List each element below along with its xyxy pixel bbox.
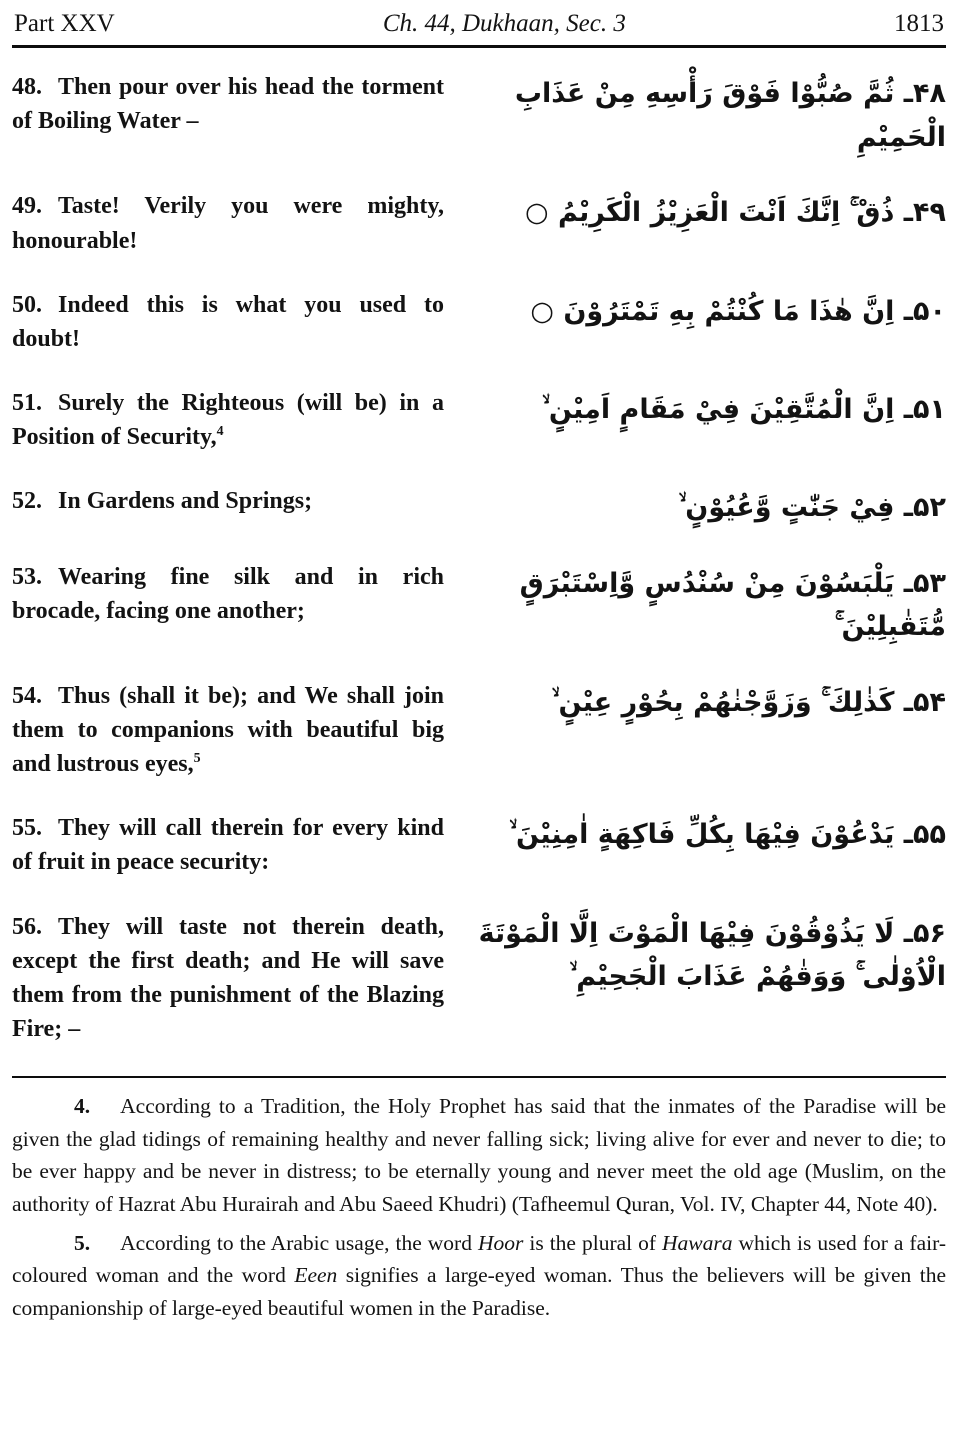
verse-number: 51. xyxy=(12,389,42,416)
footnote-text-segment: According to the Arabic usage, the word xyxy=(120,1230,478,1255)
verse-english xyxy=(12,484,444,518)
verse-arabic: ۴۸ـ ثُمَّ صُبُّوْا فَوْقَ رَأْسِهِ مِنْ عَذَابِ الْحَمِيْمِ xyxy=(514,78,946,153)
verse-number: 55. xyxy=(12,815,42,842)
verse-row-52 xyxy=(12,484,946,530)
verse-arabic: ۵۵ـ يَدْعُوْنَ فِيْهَا بِكُلِّ فَاكِهَةٍ اٰمِنِيْنَ ۙ xyxy=(509,819,946,851)
verse-row-56 xyxy=(12,910,946,1046)
verse-row-50 xyxy=(12,288,946,356)
verse-english xyxy=(12,288,444,356)
footnote-text-segment: signifies a large-eyed woman. Thus the believers will be given the companionship of large-eyed beautiful women in the Paradise. xyxy=(12,1263,946,1320)
footnote-reference: 4 xyxy=(216,423,224,439)
header-rule xyxy=(12,45,946,48)
footnote-4 xyxy=(12,1090,946,1221)
verse-row-51 xyxy=(12,386,946,454)
footnote-rule xyxy=(12,1076,946,1078)
verse-number: 50. xyxy=(12,291,42,318)
footnote-number: 4. xyxy=(74,1093,91,1118)
verse-number: 54. xyxy=(12,683,42,710)
verse-text: They will taste not therein death, except the first death; and He will save them from the punishment of the Blazing Fire; – xyxy=(12,913,444,1042)
verse-english xyxy=(12,910,444,1046)
verse-arabic: ۵۱ـ اِنَّ الْمُتَّقِيْنَ فِيْ مَقَامٍ اَمِيْنٍ ۙ xyxy=(542,393,946,425)
verse-number: 48. xyxy=(12,74,42,100)
verse-row-54 xyxy=(12,679,946,781)
verse-english xyxy=(12,386,444,454)
verse-arabic: ۴۹ـ ذُقْ ۚ اِنَّكَ اَنْتَ الْعَزِيْزُ الْكَرِيْمُ ○ xyxy=(525,197,946,229)
running-head xyxy=(12,8,946,38)
verse-arabic: ۵۲ـ فِيْ جَنّٰتٍ وَّعُيُوْنٍ ۙ xyxy=(678,491,946,523)
verse-arabic: ۵۳ـ يَلْبَسُوْنَ مِنْ سُنْدُسٍ وَّاِسْتَبْرَقٍ مُّتَقٰبِلِيْنَ ۚ xyxy=(519,567,946,643)
verse-english xyxy=(12,811,444,879)
verse-number: 53. xyxy=(12,563,42,590)
footnote-term-hoor: Hoor xyxy=(477,1230,524,1255)
verse-text: Thus (shall it be); and We shall join them to companions with beautiful big and lustrous eyes, xyxy=(12,683,444,778)
verse-row-55 xyxy=(12,811,946,879)
footnotes-section xyxy=(12,1090,946,1325)
verses-section xyxy=(12,70,946,1046)
footnote-term-eeen: Eeen xyxy=(294,1263,338,1288)
verse-arabic: ۵۴ـ كَذٰلِكَ ۚ وَزَوَّجْنٰهُمْ بِحُوْرٍ عِيْنٍ ۙ xyxy=(551,687,946,719)
footnote-5 xyxy=(12,1227,946,1325)
verse-text: Indeed this is what you used to doubt! xyxy=(12,291,444,352)
footnote-text: According to a Tradition, the Holy Prophet has said that the inmates of the Paradise will be given the glad tidings of remaining healthy and never falling sick; living alive for ever and never to die; to be ever happy and be never in distress; to be eternally young and never meet the old age (Muslim, on the authority of Hazrat Abu Hurairah and Abu Saeed Khudri) (Tafheemul Quran, Vol. IV, Chapter 44, Note 40). xyxy=(12,1093,946,1216)
verse-row-48 xyxy=(12,70,946,159)
footnote-number: 5. xyxy=(74,1230,91,1255)
footnote-term-hawara: Hawara xyxy=(662,1230,733,1255)
verse-english xyxy=(12,560,444,628)
verse-text: Wearing fine silk and in rich brocade, facing one another; xyxy=(12,563,444,624)
verse-row-53 xyxy=(12,560,946,649)
verse-text: In Gardens and Springs; xyxy=(58,487,313,514)
verse-english xyxy=(12,189,444,257)
verse-number: 52. xyxy=(12,487,42,514)
chapter-heading: Ch. 44, Dukhaan, Sec. 3 xyxy=(382,10,626,37)
part-label: Part XXV xyxy=(14,10,115,37)
verse-text: Surely the Righteous (will be) in a Position of Security, xyxy=(12,389,444,450)
verse-text: Taste! Verily you were mighty, honourable! xyxy=(12,193,444,254)
verse-row-49 xyxy=(12,189,946,257)
footnote-text-segment: is the plural of xyxy=(523,1230,663,1255)
footnote-text-segment: which is used for a fair-coloured woman and the word xyxy=(12,1230,946,1288)
verse-english xyxy=(12,70,444,138)
verse-english xyxy=(12,679,444,781)
page-number: 1813 xyxy=(894,10,944,37)
verse-text: They will call therein for every kind of fruit in peace security: xyxy=(12,815,444,876)
verse-text: Then pour over his head the torment of Boiling Water – xyxy=(12,74,444,135)
footnote-reference: 5 xyxy=(193,751,201,767)
verse-arabic: ۵۶ـ لَا يَذُوْقُوْنَ فِيْهَا الْمَوْتَ اِلَّا الْمَوْتَةَ الْاُوْلٰى ۚ وَوَقٰهُمْ عَذَابَ الْجَحِيْمِ ۙ xyxy=(478,917,946,993)
verse-number: 49. xyxy=(12,193,42,220)
verse-arabic: ۵۰ـ اِنَّ هٰذَا مَا كُنْتُمْ بِهِ تَمْتَرُوْنَ ○ xyxy=(530,295,946,327)
verse-number: 56. xyxy=(12,913,42,940)
